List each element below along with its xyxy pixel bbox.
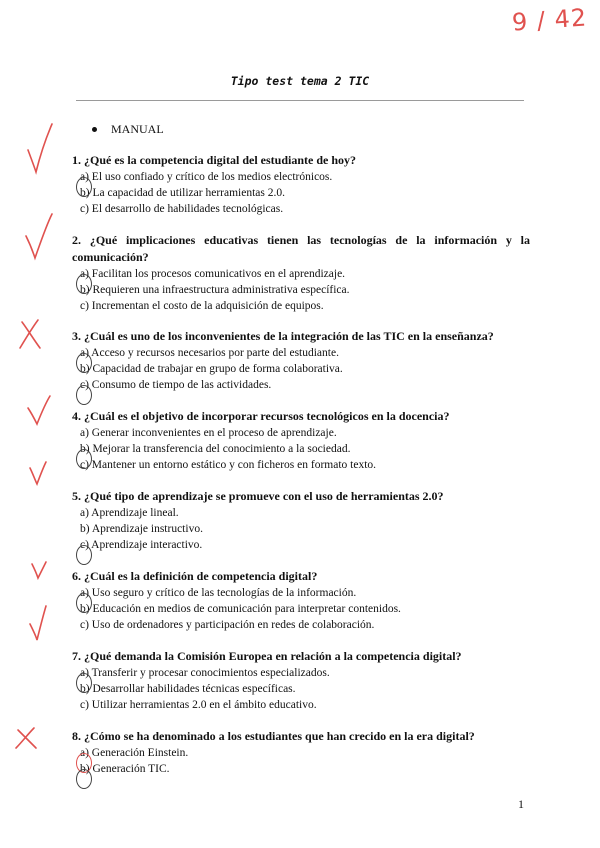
option-a: a) Generar inconvenientes en el proceso de aprendizaje.	[80, 427, 337, 439]
document-title: Tipo test tema 2 TIC	[230, 74, 370, 88]
answer-circle	[76, 593, 92, 613]
answer-circle	[76, 673, 92, 693]
question-text: 8. ¿Cómo se ha denominado a los estudiantes que han crecido en la era digital?	[72, 729, 475, 743]
question-3	[72, 328, 530, 393]
option-b: b) Generación TIC.	[72, 761, 530, 777]
cross-mark-icon	[20, 320, 40, 348]
answer-circle	[76, 385, 92, 405]
question-text: 7. ¿Qué demanda la Comisión Europea en relación a la competencia digital?	[72, 649, 462, 663]
option-c: c) El desarrollo de habilidades tecnológicas.	[80, 203, 284, 215]
option-b: b) Aprendizaje instructivo.	[80, 523, 203, 535]
option-c: c) Incrementan el costo de la adquisición de equipos.	[80, 300, 324, 312]
option-a: a) Transferir y procesar conocimientos especializados.	[72, 665, 530, 681]
answer-circle	[76, 449, 92, 469]
option-b: b) Educación en medios de comunicación para interpretar contenidos.	[80, 603, 401, 615]
handwritten-score: 9 / 42	[511, 3, 589, 37]
question-4	[72, 408, 530, 473]
page-number: 1	[518, 797, 524, 811]
option-c: c) Consumo de tiempo de las actividades.	[72, 377, 530, 393]
check-mark-icon	[30, 606, 46, 640]
question-8	[72, 728, 530, 777]
question-text: 3. ¿Cuál es uno de los inconvenientes de la integración de las TIC en la enseñanza?	[72, 329, 494, 343]
section-bullet	[92, 122, 164, 137]
cross-mark-icon	[16, 728, 36, 748]
question-text: 6. ¿Cuál es la definición de competencia digital?	[72, 569, 318, 583]
question-5	[72, 488, 530, 553]
question-1	[72, 152, 530, 217]
option-a: a) Facilitan los procesos comunicativos en el aprendizaje.	[72, 266, 530, 282]
question-text: 4. ¿Cuál es el objetivo de incorporar recursos tecnológicos en la docencia?	[72, 409, 450, 423]
option-b: b) Requieren una infraestructura administrativa específica.	[80, 284, 350, 296]
question-6	[72, 568, 530, 633]
answer-circle	[76, 545, 92, 565]
answer-circle	[76, 769, 92, 789]
option-c: c) Utilizar herramientas 2.0 en el ámbito educativo.	[80, 699, 317, 711]
title-divider	[76, 100, 524, 101]
check-mark-icon	[32, 562, 46, 578]
question-7	[72, 648, 530, 713]
option-a: a) El uso confiado y crítico de los medios electrónicos.	[72, 169, 530, 185]
check-mark-icon	[30, 462, 46, 484]
option-b: b) La capacidad de utilizar herramientas 2.0.	[80, 187, 285, 199]
question-2	[72, 232, 530, 314]
section-label: MANUAL	[111, 122, 164, 136]
bullet-icon	[92, 127, 97, 132]
check-mark-icon	[26, 214, 52, 258]
option-a: a) Generación Einstein.	[72, 745, 530, 761]
option-a: a) Uso seguro y crítico de las tecnologías de la información.	[72, 585, 530, 601]
option-b: b) Desarrollar habilidades técnicas específicas.	[80, 683, 296, 695]
answer-circle	[76, 353, 92, 373]
question-text: 2. ¿Qué implicaciones educativas tienen las tecnologías de la información y la comunicación?	[72, 233, 530, 264]
question-text: 5. ¿Qué tipo de aprendizaje se promueve con el uso de herramientas 2.0?	[72, 489, 444, 503]
answer-circle	[76, 274, 92, 294]
option-c: c) Aprendizaje interactivo.	[72, 537, 530, 553]
answer-circle	[76, 177, 92, 197]
check-mark-icon	[28, 124, 52, 172]
check-mark-icon	[28, 396, 50, 424]
option-a: a) Acceso y recursos necesarios por parte del estudiante.	[72, 345, 530, 361]
option-b: b) Mejorar la transferencia del conocimiento a la sociedad.	[72, 441, 530, 457]
option-c: c) Uso de ordenadores y participación en redes de colaboración.	[80, 619, 375, 631]
question-text: 1. ¿Qué es la competencia digital del estudiante de hoy?	[72, 153, 356, 167]
option-c: c) Mantener un entorno estático y con ficheros en formato texto.	[80, 459, 377, 471]
option-a: a) Aprendizaje lineal.	[80, 507, 179, 519]
option-b: b) Capacidad de trabajar en grupo de forma colaborativa.	[80, 363, 343, 375]
